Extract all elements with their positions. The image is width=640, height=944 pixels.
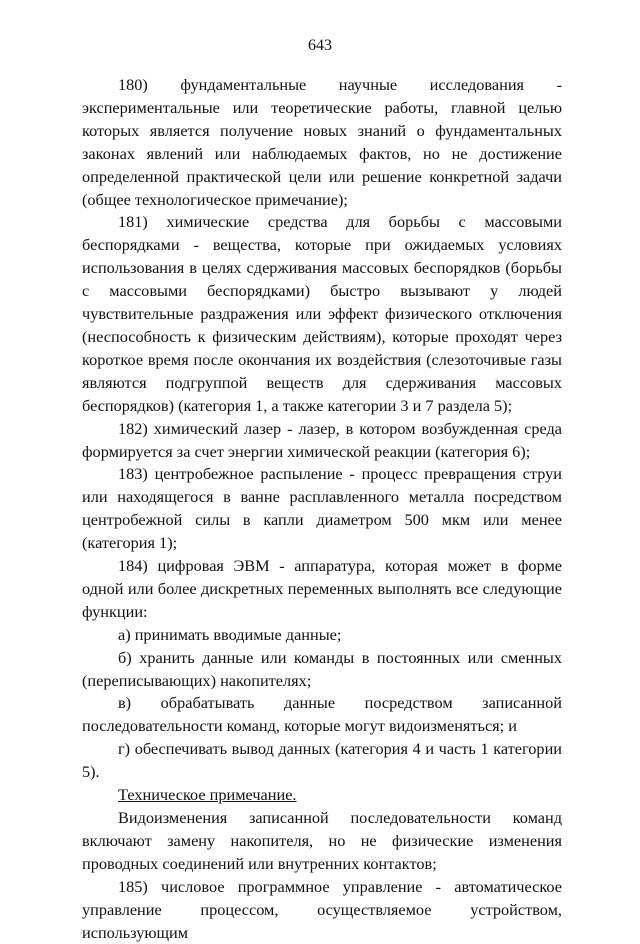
page-body bbox=[82, 74, 562, 944]
definition-184: 184) цифровая ЭВМ - аппаратура, которая может в форме одной или более дискретных переменных выполнять все следующие функции: bbox=[82, 556, 562, 621]
function-item-a: а) принимать вводимые данные; bbox=[118, 624, 342, 644]
definition-181: 181) химические средства для борьбы с массовыми беспорядками - вещества, которые при ожидаемых условиях использования в целях сдерживания массовых беспорядков (борьбы с массовыми беспорядками) быстро вызывают у людей чувствительные раздражения или эффект физического отключения (неспособность к физическим действиям), которые проходят через короткое время после окончания их воздействия (слезоточивые газы являются подгруппой веществ для сдерживания массовых беспорядков) (категория 1, а также категории 3 и 7 раздела 5); bbox=[82, 212, 562, 415]
definition-185: 185) числовое программное управление - автоматическое управление процессом, осуществляемое устройством, использующим bbox=[82, 876, 562, 942]
definition-180: 180) фундаментальные научные исследования - экспериментальные или теоретические работы, главной целью которых является получение новых знаний о фундаментальных законах явлений или наблюдаемых фактов, но не достижение определенной практической цели или решение конкретной задачи (общее технологическое примечание); bbox=[82, 75, 562, 209]
function-item-v: в) обрабатывать данные посредством записанной последовательности команд, которые могут видоизменяться; и bbox=[82, 693, 562, 736]
technical-note-text: Видоизменения записанной последовательности команд включают замену накопителя, но не физические изменения проводных соединений или внутренних контактов; bbox=[82, 808, 562, 873]
page-number: 643 bbox=[308, 37, 332, 54]
function-item-b: б) хранить данные или команды в постоянных или сменных (переписывающих) накопителях; bbox=[82, 647, 562, 690]
technical-note-heading: Техническое примечание. bbox=[118, 785, 297, 805]
definition-183: 183) центробежное распыление - процесс превращения струи или находящегося в ванне расплавленного металла посредством центробежной силы в капли диаметром 500 мкм или менее (категория 1); bbox=[82, 464, 562, 553]
function-item-g: г) обеспечивать вывод данных (категория 4 и часть 1 категории 5). bbox=[82, 739, 562, 782]
definition-182: 182) химический лазер - лазер, в котором возбужденная среда формируется за счет энергии химической реакции (категория 6); bbox=[82, 418, 562, 461]
